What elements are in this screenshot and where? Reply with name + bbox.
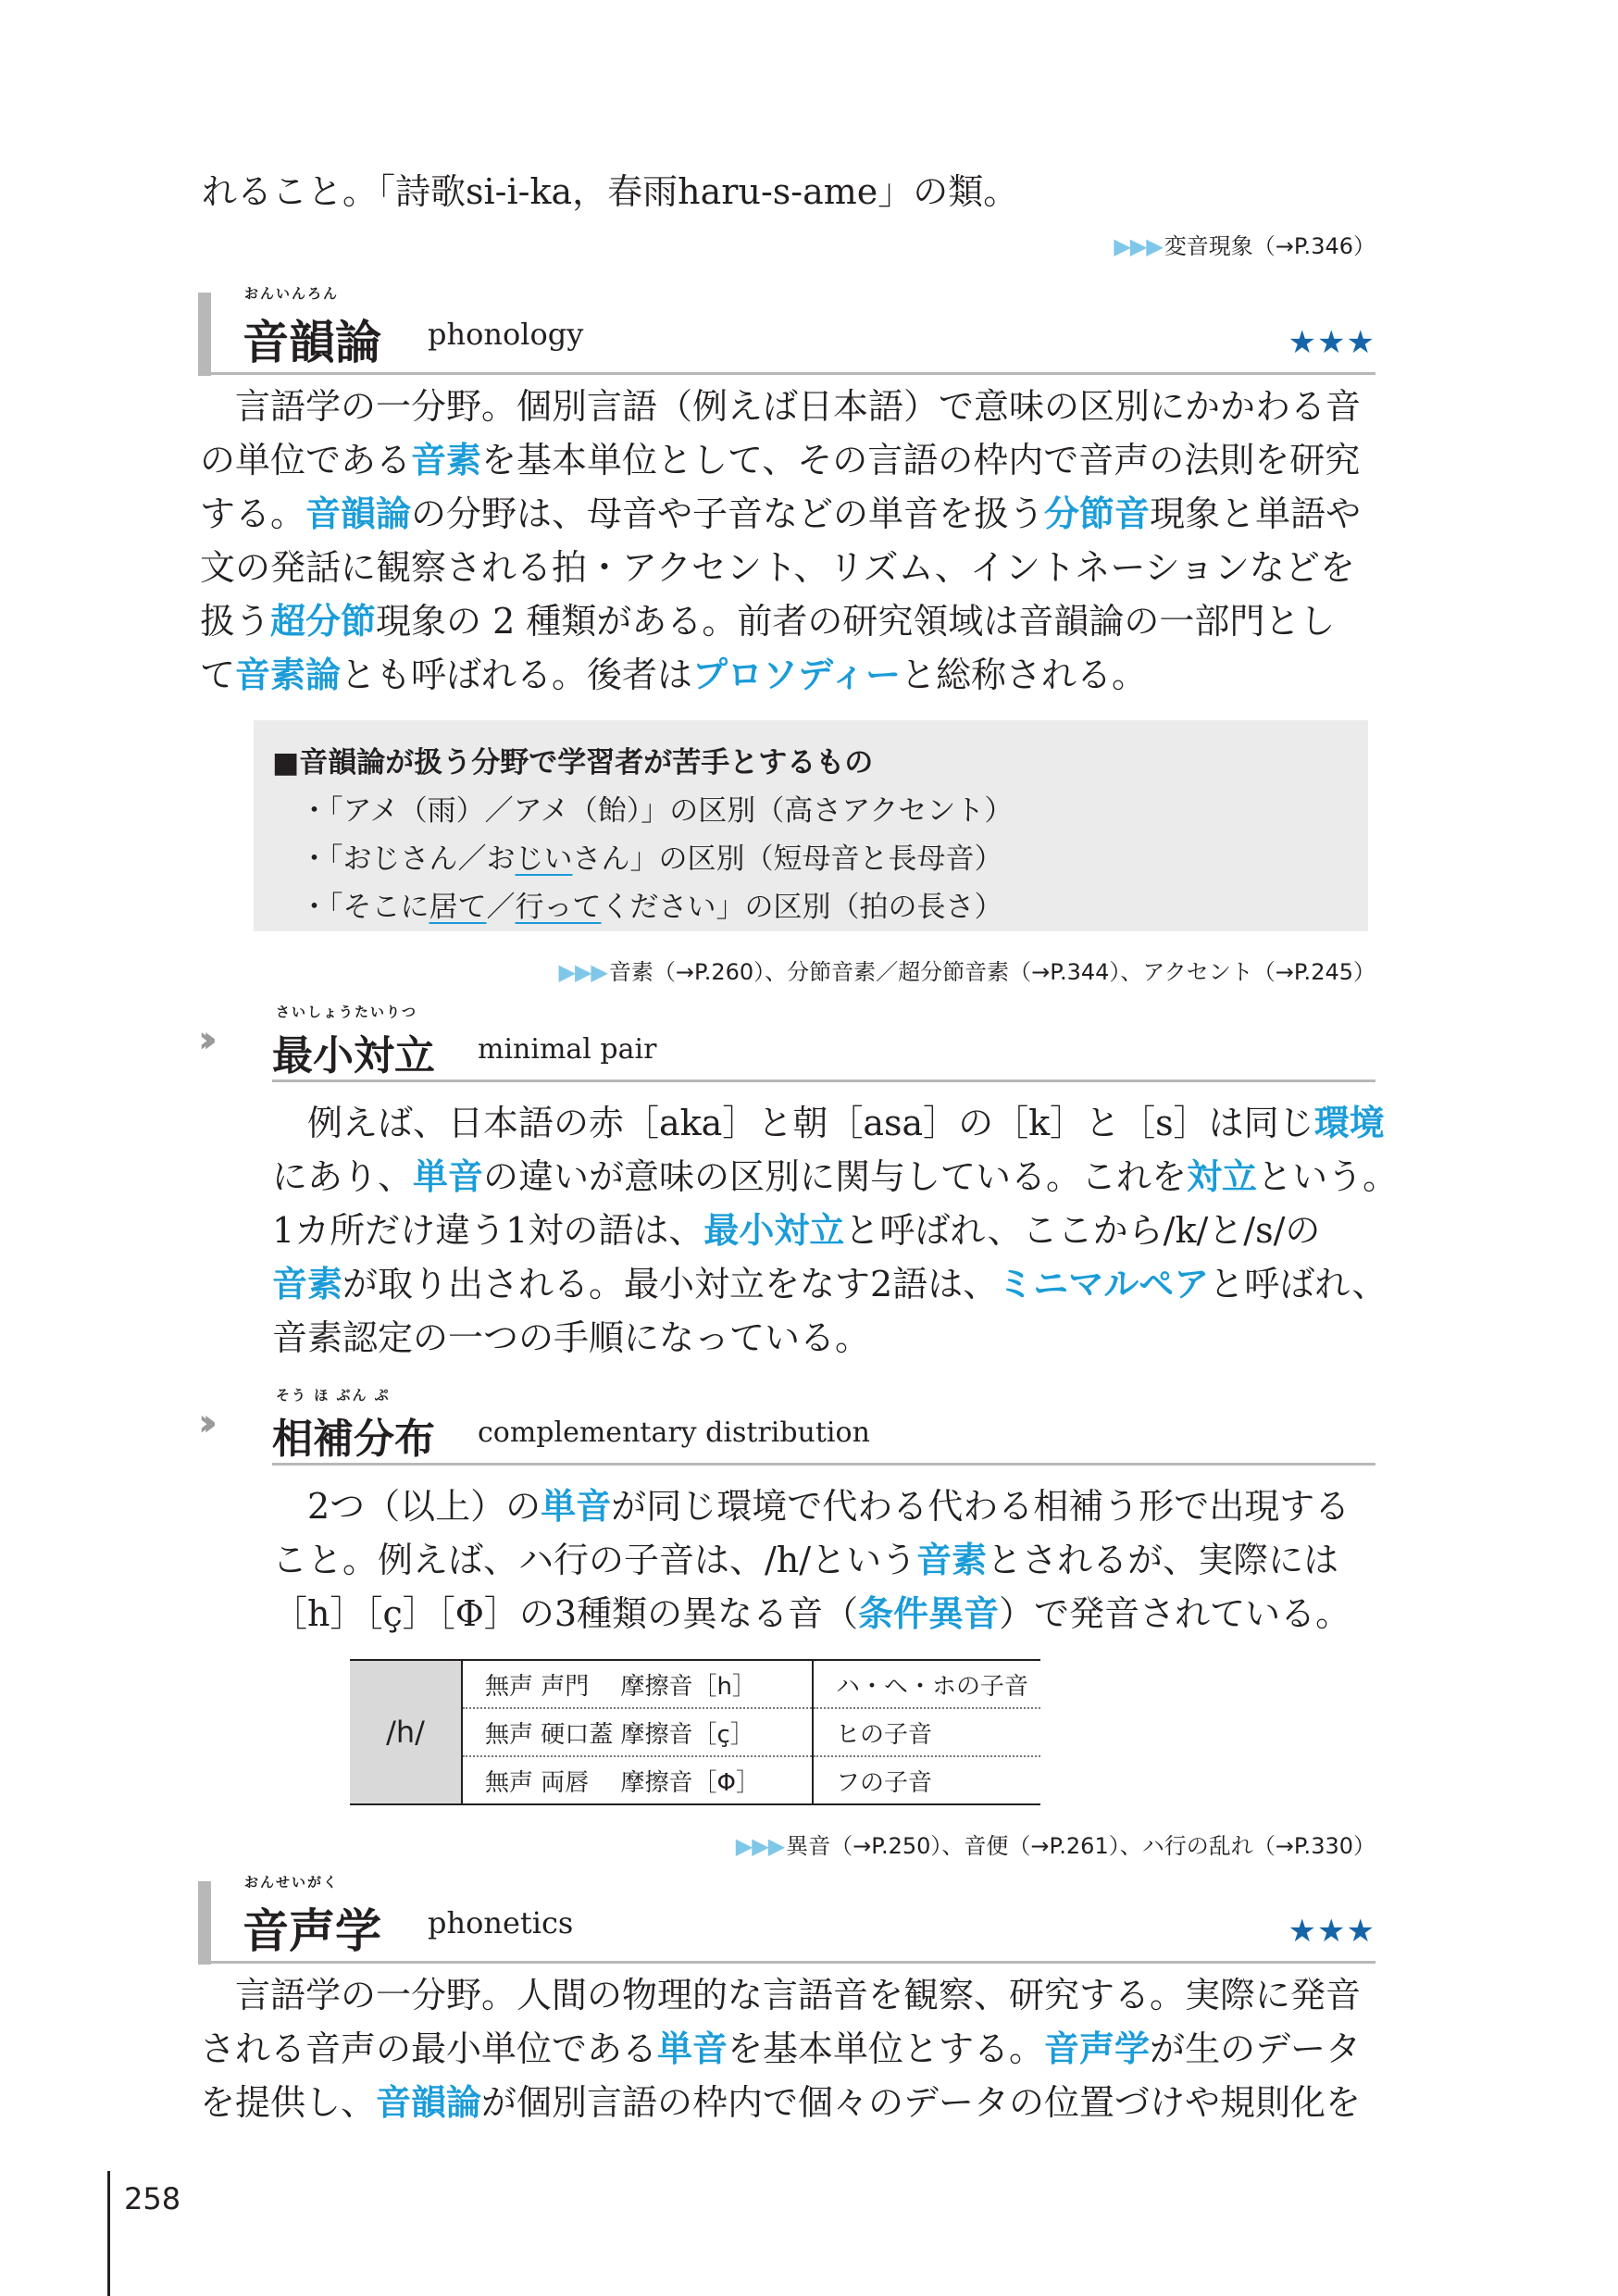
text-line bbox=[272, 1156, 1398, 1197]
entry-title: 相補分布 bbox=[272, 1416, 435, 1463]
text-segment: こと。例えば、ハ行の子音は、/h/という bbox=[272, 1540, 917, 1580]
reference-arrow-icon: ▶▶▶ bbox=[1114, 233, 1163, 259]
entry-header-phonetics bbox=[198, 1872, 1375, 1965]
phoneme-cell: /h/ bbox=[350, 1660, 462, 1804]
text-segment: の分野は、母音や子音などの単音を扱う bbox=[411, 493, 1045, 534]
keyword-link[interactable]: ミニマルペア bbox=[998, 1264, 1210, 1304]
keyword-link[interactable]: 音韻論 bbox=[305, 493, 412, 534]
text-line bbox=[200, 440, 1360, 480]
text-segment: 1カ所だけ違う1対の語は、 bbox=[272, 1210, 704, 1251]
text-segment: 文の発話に観察される拍・アクセント、リズム、イントネーションなどを bbox=[200, 547, 1355, 588]
body-line bbox=[200, 657, 1147, 693]
header-underline bbox=[198, 1961, 1375, 1964]
page-margin-rule bbox=[107, 2171, 110, 2296]
text-segment: の違いが意味の区別に関与している。これを bbox=[483, 1156, 1188, 1197]
body-line bbox=[272, 1210, 1321, 1251]
text-line bbox=[300, 794, 1013, 828]
top-continuation bbox=[202, 171, 1377, 220]
body-line bbox=[200, 386, 1362, 427]
text-segment: を基本単位として、その言語の枠内で音声の法則を研究 bbox=[481, 440, 1361, 480]
text-line bbox=[272, 1486, 1350, 1527]
underlined-text: じい bbox=[515, 842, 573, 876]
entry-header-phonology bbox=[198, 283, 1375, 376]
text-segment: 2つ（以上）の bbox=[272, 1486, 541, 1527]
cross-reference[interactable]: ▶▶▶異音（→P.250）、音便（→P.261）、ハ行の乱れ（→P.330） bbox=[735, 1833, 1375, 1859]
text-segment: 例えば、日本語の赤［aka］と朝［asa］の［k］と［s］は同じ bbox=[272, 1103, 1314, 1143]
text-segment: ください」の区別（拍の長さ） bbox=[601, 891, 1003, 924]
note-box bbox=[254, 720, 1368, 931]
text-segment: と呼ばれ、ここから/k/と/s/の bbox=[844, 1210, 1321, 1251]
note-heading: ■音韻論が扱う分野で学習者が苦手とするもの bbox=[272, 746, 874, 780]
note-item bbox=[300, 883, 1003, 925]
entry-english: complementary distribution bbox=[478, 1416, 870, 1449]
text-segment: を提供し、 bbox=[200, 2082, 377, 2123]
text-line bbox=[200, 2082, 1361, 2123]
entry-english: minimal pair bbox=[478, 1033, 657, 1066]
importance-stars: ★★★ bbox=[1288, 324, 1375, 361]
importance-stars: ★★★ bbox=[1288, 1913, 1375, 1950]
entry-title: 音韻論 bbox=[243, 316, 381, 369]
text-line bbox=[200, 1975, 1361, 2015]
articulation-cell: 無声 硬口蓋 摩擦音［ç］ bbox=[462, 1708, 813, 1756]
text-segment: ／ bbox=[486, 891, 516, 924]
keyword-link[interactable]: 音素 bbox=[411, 440, 482, 480]
text-segment: 言語学の一分野。個別言語（例えば日本語）で意味の区別にかかわる音 bbox=[200, 386, 1362, 427]
text-line bbox=[200, 601, 1335, 642]
keyword-link[interactable]: 音韻論 bbox=[376, 2082, 482, 2123]
keyword-link[interactable]: 音声学 bbox=[1044, 2028, 1151, 2069]
text-segment: が同じ環境で代わる代わる相補う形で出現する bbox=[611, 1486, 1350, 1527]
text-line bbox=[300, 891, 1003, 924]
text-segment: が生のデータ bbox=[1150, 2028, 1362, 2069]
note-item bbox=[300, 787, 1013, 829]
text-segment: 扱う bbox=[200, 601, 271, 642]
text-line bbox=[272, 1264, 1388, 1304]
entry-body-phonetics bbox=[200, 1975, 1385, 2135]
cross-reference[interactable]: ▶▶▶音素（→P.260）、分節音素／超分節音素（→P.344）、アクセント（→P.245） bbox=[558, 959, 1375, 985]
articulation-cell: 無声 両唇 摩擦音［Φ］ bbox=[462, 1756, 813, 1804]
keyword-link[interactable]: 単音 bbox=[541, 1486, 612, 1527]
keyword-link[interactable]: 音素 bbox=[272, 1264, 343, 1304]
text-line bbox=[272, 1540, 1338, 1580]
text-segment: という。 bbox=[1257, 1156, 1399, 1197]
text-segment: ［h］［ç］［Φ］の3種類の異なる音（ bbox=[272, 1593, 859, 1634]
underlined-text: 居て bbox=[429, 891, 487, 924]
header-underline bbox=[272, 1079, 1375, 1082]
usage-cell: ヒの子音 bbox=[813, 1708, 1040, 1756]
cross-reference[interactable]: ▶▶▶変音現象（→P.346） bbox=[1114, 233, 1375, 259]
text-segment: ・「おじさん／お bbox=[300, 842, 516, 876]
keyword-link[interactable]: 条件異音 bbox=[858, 1593, 1000, 1634]
body-line bbox=[200, 547, 1355, 588]
body-line bbox=[200, 2082, 1362, 2123]
text-segment: 言語学の一分野。人間の物理的な言語音を観察、研究する。実際に発音 bbox=[200, 1975, 1362, 2015]
header-bar bbox=[198, 1881, 211, 1965]
keyword-link[interactable]: 超分節 bbox=[270, 601, 377, 642]
body-line bbox=[272, 1317, 871, 1358]
header-underline bbox=[198, 372, 1375, 375]
text-line bbox=[200, 655, 1147, 695]
body-line bbox=[272, 1264, 1388, 1304]
keyword-link[interactable]: 単音 bbox=[657, 2028, 728, 2069]
text-segment: さん」の区別（短母音と長母音） bbox=[572, 842, 1003, 876]
allophone-table bbox=[350, 1659, 1040, 1807]
body-line bbox=[272, 1542, 1338, 1578]
entry-title: 音声学 bbox=[243, 1904, 381, 1958]
keyword-link[interactable]: 音素論 bbox=[235, 655, 342, 695]
articulation-cell: 無声 声門 摩擦音［h］ bbox=[462, 1660, 813, 1708]
text-line bbox=[200, 2028, 1361, 2069]
keyword-link[interactable]: 音素 bbox=[916, 1540, 988, 1580]
text-segment: と呼ばれ、 bbox=[1209, 1264, 1388, 1304]
text-segment: される音声の最小単位である bbox=[200, 2028, 658, 2069]
reference-arrow-icon: ▶▶▶ bbox=[558, 959, 607, 985]
text-segment: とされるが、実際には bbox=[987, 1540, 1339, 1580]
top-reference bbox=[202, 228, 1375, 259]
underlined-text: 行って bbox=[515, 891, 602, 924]
text-segment: 現象と単語や bbox=[1150, 493, 1362, 534]
body-line bbox=[200, 2028, 1362, 2069]
chevron-right-icon: ›› bbox=[198, 1018, 206, 1061]
body-line bbox=[272, 1105, 1385, 1141]
ruby-reading: おんせいがく bbox=[244, 1874, 340, 1890]
entry-title: 最小対立 bbox=[272, 1032, 435, 1079]
ruby-reading: さいしょうたいりつ bbox=[276, 1004, 418, 1020]
text-segment: ・「そこに bbox=[300, 891, 429, 924]
line-0 bbox=[200, 386, 1361, 427]
body-line bbox=[272, 1156, 1399, 1197]
body-line bbox=[200, 493, 1362, 534]
body-line bbox=[272, 1593, 1351, 1634]
body-line: れること。「詩歌si-i-ka，春雨haru-s-ame」の類。 bbox=[202, 171, 1019, 212]
body-line bbox=[272, 1486, 1350, 1527]
text-segment: が個別言語の枠内で個々のデータの位置づけや規則化を bbox=[481, 2082, 1362, 2123]
chevron-right-icon: ›› bbox=[198, 1402, 206, 1444]
phonology-reference bbox=[198, 954, 1375, 985]
keyword-link[interactable]: 対立 bbox=[1187, 1156, 1258, 1197]
entry-body-complementary bbox=[272, 1486, 1392, 1646]
text-segment: する。 bbox=[200, 493, 306, 534]
text-segment: と総称される。 bbox=[901, 655, 1148, 695]
text-segment: ）で発音されている。 bbox=[999, 1593, 1351, 1634]
complementary-reference bbox=[198, 1828, 1375, 1859]
text-segment: て bbox=[200, 655, 236, 695]
body-line bbox=[200, 440, 1361, 480]
ruby-reading: おんいんろん bbox=[244, 285, 340, 302]
text-segment: にあり、 bbox=[272, 1156, 414, 1197]
entry-english: phonetics bbox=[428, 1905, 574, 1940]
header-underline bbox=[272, 1463, 1375, 1466]
keyword-link[interactable]: プロソディー bbox=[692, 655, 902, 695]
text-line bbox=[272, 1210, 1320, 1251]
page-number: 258 bbox=[124, 2181, 181, 2216]
text-line bbox=[200, 547, 1355, 588]
text-line bbox=[300, 842, 1003, 876]
text-segment: の単位である bbox=[200, 440, 412, 480]
text-line bbox=[272, 1317, 870, 1358]
text-segment: が取り出される。最小対立をなす2語は、 bbox=[342, 1264, 999, 1304]
subentry-header-complementary bbox=[198, 1385, 1375, 1468]
text-line bbox=[272, 1103, 1385, 1143]
text-segment: 音素認定の一つの手順になっている。 bbox=[272, 1317, 871, 1358]
keyword-link[interactable]: 分節音 bbox=[1044, 493, 1151, 534]
body-line bbox=[200, 601, 1336, 642]
ruby-reading: そう ほ ぶん ぷ bbox=[276, 1387, 391, 1404]
keyword-link[interactable]: 最小対立 bbox=[703, 1210, 845, 1251]
usage-cell: ハ・ヘ・ホの子音 bbox=[813, 1660, 1040, 1708]
body-line bbox=[200, 1975, 1362, 2015]
keyword-link[interactable]: 環境 bbox=[1313, 1103, 1385, 1143]
text-segment: を基本単位とする。 bbox=[728, 2028, 1045, 2069]
entry-body-minimal-pair bbox=[272, 1103, 1399, 1374]
reference-arrow-icon: ▶▶▶ bbox=[735, 1833, 785, 1859]
text-line bbox=[272, 1593, 1350, 1634]
keyword-link[interactable]: 単音 bbox=[413, 1156, 484, 1197]
entry-body-phonology bbox=[200, 386, 1385, 713]
header-bar bbox=[198, 293, 211, 376]
text-segment: ・「アメ（雨）／アメ（飴）」の区別（高さアクセント） bbox=[300, 794, 1014, 828]
text-segment: とも呼ばれる。後者は bbox=[341, 655, 693, 695]
text-segment: 現象の 2 種類がある。前者の研究領域は音韻論の一部門とし bbox=[376, 601, 1336, 642]
text-line bbox=[200, 493, 1361, 534]
subentry-header-minimal-pair bbox=[198, 1002, 1375, 1085]
usage-cell: フの子音 bbox=[836, 1768, 933, 1797]
note-item bbox=[300, 835, 1003, 877]
entry-english: phonology bbox=[428, 317, 584, 352]
